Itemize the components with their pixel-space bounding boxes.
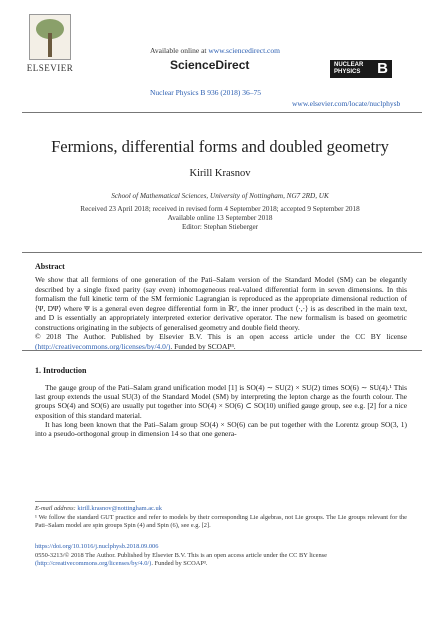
abstract-text: We show that all fermions of one generation of the Pati–Salam version of the Standard Model (SM) can be elegantly described by a single fixed parity (say even) inhomogeneous real-valued differential form in seven dimensions. In this formalism the full kinetic term of the SM fermionic Lagrangian is reproduced as the appropriate dimensional reduction of ⟨Ψ, DΨ⟩ where Ψ is a general even degree differential form in ℝ⁷, the inner product ⟨·,·⟩ is as described in the main text, and D is essentially an appropriately interpreted exterior derivative operator. The new formalism is based on geometric constructions originating in the subjects of generalised geometry and double field theory. [35,275,407,332]
paragraph: It has long been known that the Pati–Salam group SO(4) × SO(6) can be put together with the Lorentz group SO(3, 1) into a pseudo-orthogonal group in dimension 14 so that one genera- [35,419,407,439]
publisher-name: ELSEVIER [26,63,74,73]
editor-line: Editor: Stephan Stieberger [181,223,259,231]
affiliation: School of Mathematical Sciences, University of Nottingham, NG7 2RD, UK [111,192,329,200]
license-link[interactable]: (http://creativecommons.org/licenses/by/4.0/) [35,341,171,351]
abstract-bottom-rule [22,350,422,351]
article-title: Fermions, differential forms and doubled geometry [51,137,389,156]
abstract-heading: Abstract [35,262,65,271]
sciencedirect-link[interactable]: www.sciencedirect.com [208,46,280,55]
doi-license-line: 0550-3213/© 2018 The Author. Published by Elsevier B.V. This is an open access article under the CC BY license [35,551,327,559]
received-dates: Received 23 April 2018; received in revised form 4 September 2018; accepted 9 September 2018 [80,205,360,213]
doi-license-link[interactable]: (http://creativecommons.org/licenses/by/4.0/) [35,560,152,568]
email-footnote: E-mail address: kirill.krasnov@nottingham.ac.uk [35,505,162,512]
elsevier-logo [18,14,82,73]
nuclear-physics-b-logo: NUCLEAR PHYSICS B [330,60,392,78]
journal-reference[interactable]: Nuclear Physics B 936 (2018) 36–75 [150,88,262,97]
doi-block: https://doi.org/10.1016/j.nuclphysb.2018.09.006 0550-3213/© 2018 The Author. Published by Elsevier B.V. This is an open access article under the CC BY license (http://creativecommons.org/licenses/by/4.0/). Funded by SCOAP³. [35,543,407,569]
abstract-body [35,275,407,351]
tree-icon [29,14,71,60]
header-rule [22,112,422,113]
abstract-copyright: © 2018 The Author. Published by Elsevier B.V. This is an open access article under the CC BY license (http://creativecommons.org/licenses/by/4.0/). Funded by SCOAP³. [35,332,407,351]
footnote-1: ¹ We follow the standard GUT practice and refer to models by their corresponding Lie algebras, not Lie groups. The Lie groups relevant for the Pati–Salam model are spin groups Spin (4) and Spin (6), see e.g. [2]. [35,514,407,529]
article-header [0,0,440,110]
email-link[interactable]: kirill.krasnov@nottingham.ac.uk [77,505,162,512]
footnote-rule [35,501,135,502]
abstract-top-rule [22,252,422,253]
journal-homepage-link[interactable]: www.elsevier.com/locate/nuclphysb [292,99,401,108]
sciencedirect-wordmark: ScienceDirect [170,58,250,72]
online-date: Available online 13 September 2018 [167,214,273,222]
author-name: Kirill Krasnov [189,168,251,179]
section-heading: 1. Introduction [35,366,87,375]
availability-line: Available online at www.sciencedirect.com [150,46,280,55]
paragraph: The gauge group of the Pati–Salam grand unification model [1] is SO(4) ∼ SU(2) × SU(2) times SO(6) ∼ SU(4).¹ This last group extends the usual SU(3) of the Standard Model (SM) by interpreting the lepton charge as the fourth colour. The groups SO(4) and SO(6) are usually put together into SO(4) × SO(6) ⊂ SO(10) unified gauge group, see e.g. [2] for a nice exposition of this standard material. [35,383,407,420]
doi-link[interactable]: https://doi.org/10.1016/j.nuclphysb.2018.09.006 [35,543,159,550]
introduction-body [35,383,407,438]
